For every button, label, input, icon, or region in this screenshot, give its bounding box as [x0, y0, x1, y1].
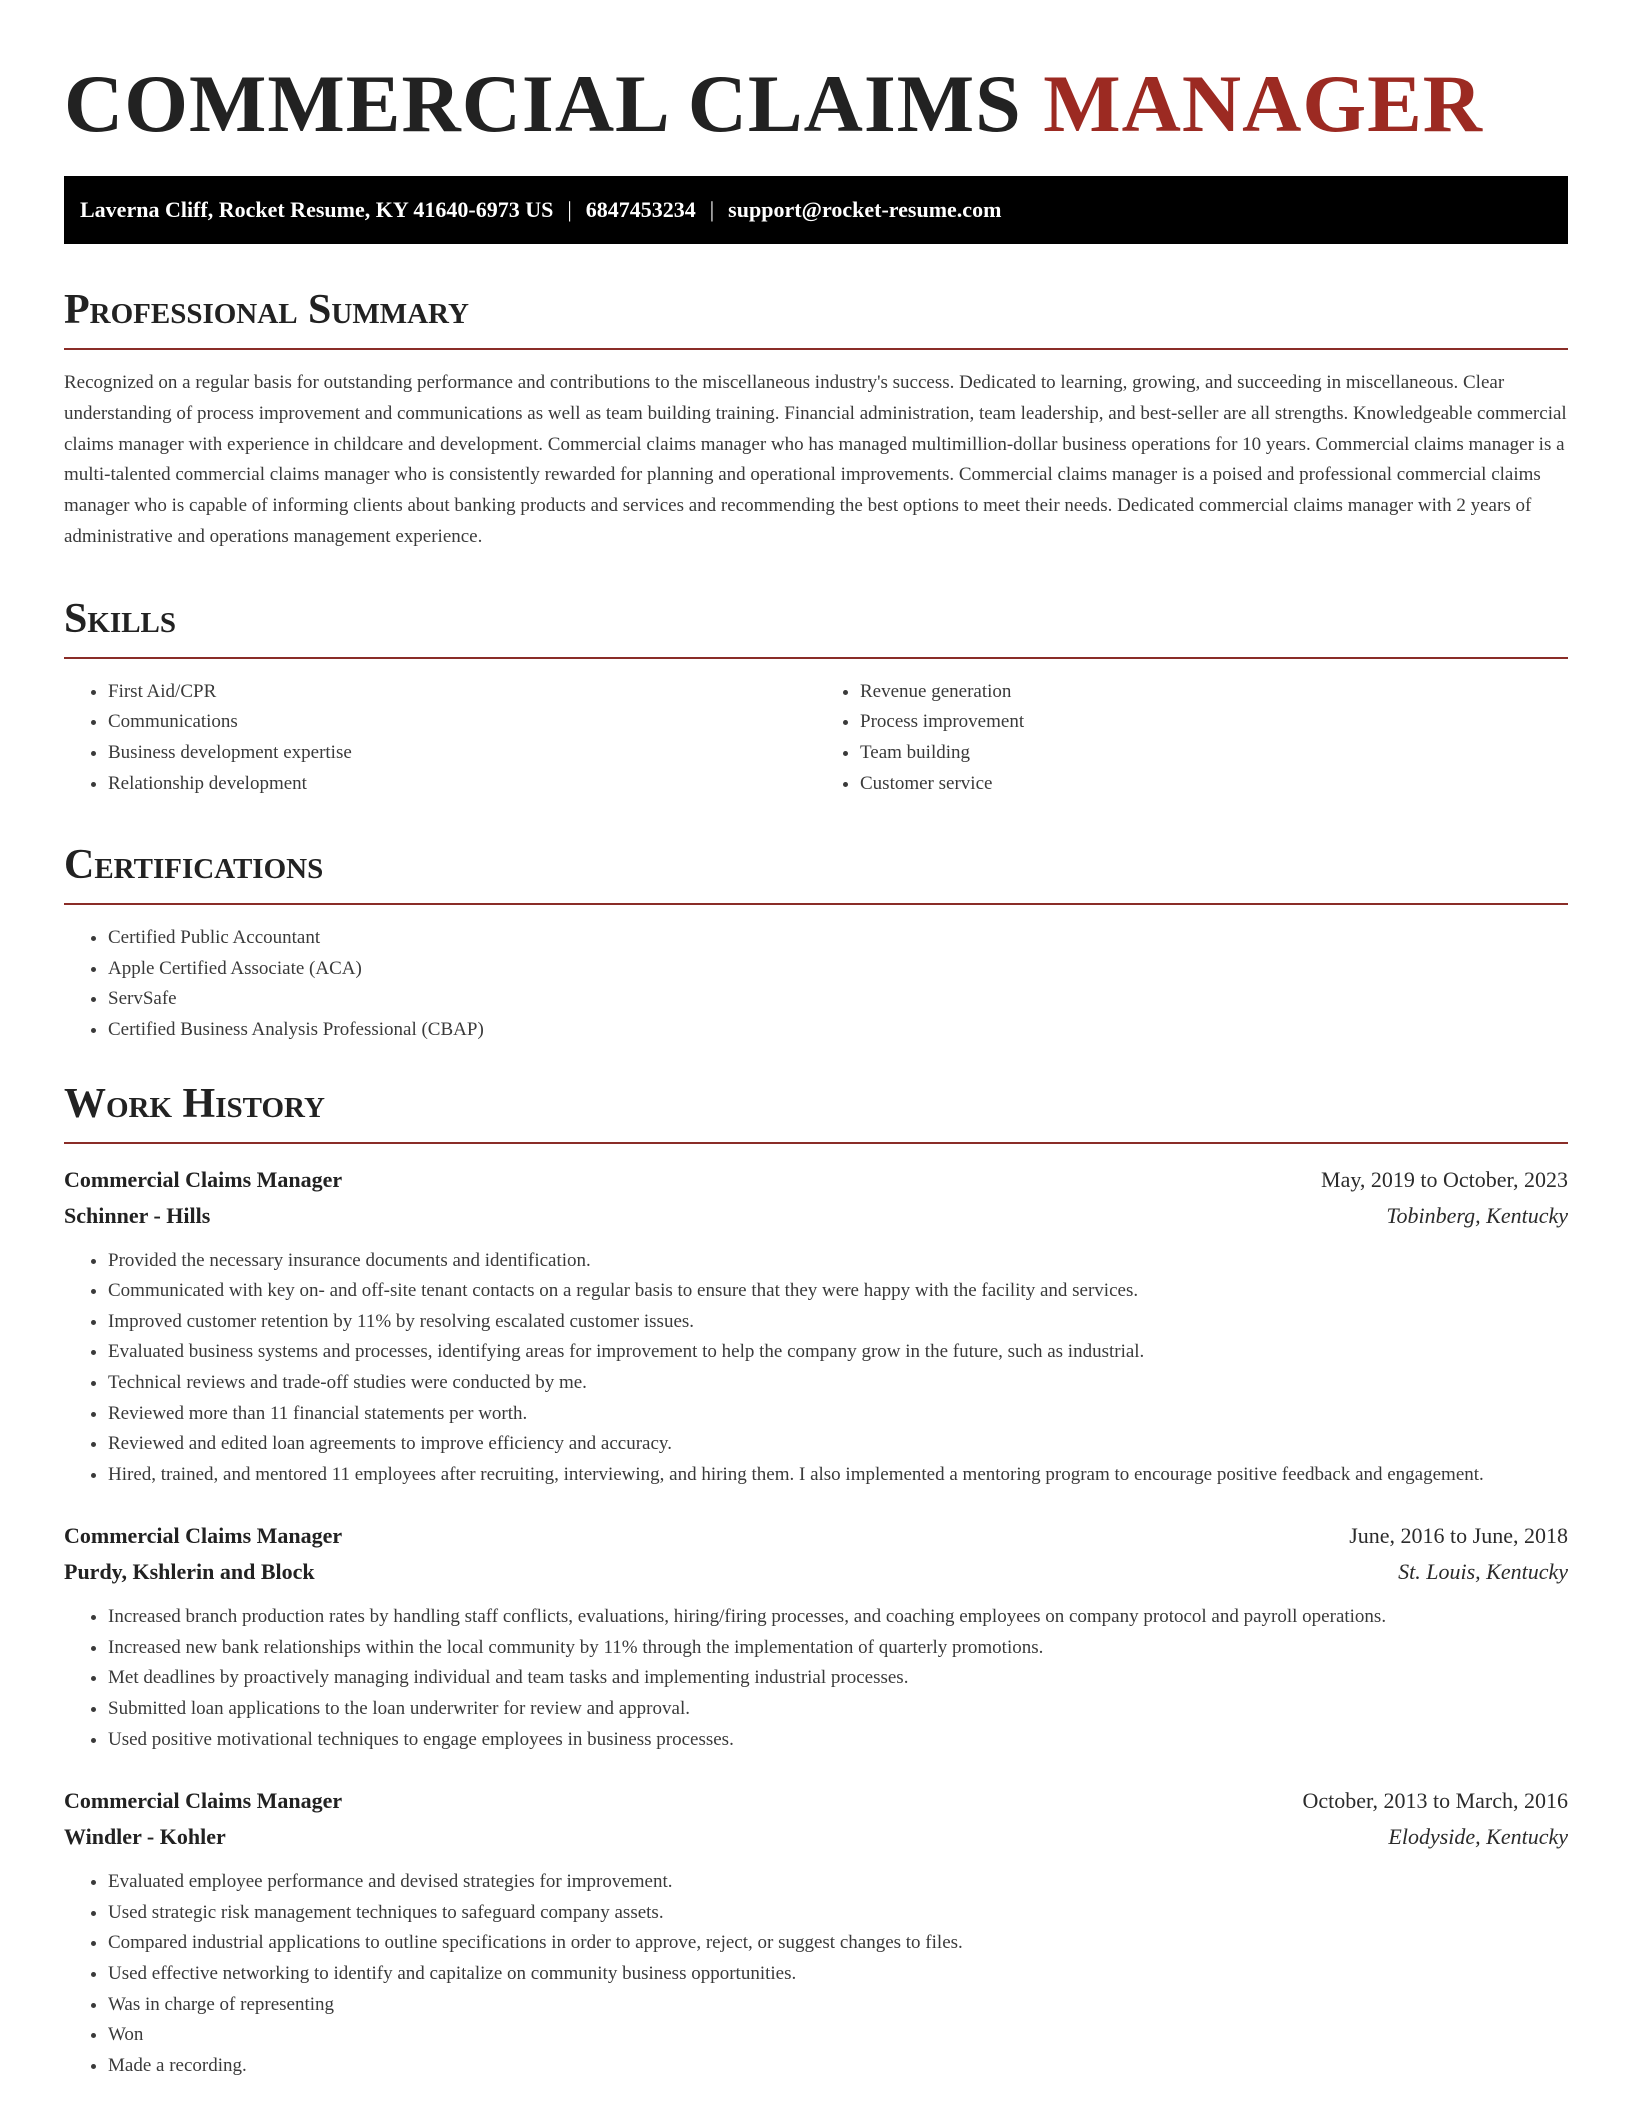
contact-phone: 6847453234	[585, 197, 696, 222]
job-bullet: • Improved customer retention by 11% by resolving escalated customer issues.	[108, 1307, 1568, 1338]
job-title: Commercial Claims Manager	[64, 1166, 343, 1192]
section-heading: Work History	[64, 1080, 325, 1127]
job-entry	[64, 1783, 1568, 2081]
skill-item: • Communications	[108, 707, 816, 738]
job-dates: May, 2019 to October, 2023	[1321, 1166, 1568, 1192]
work-history-section	[64, 1080, 1568, 2082]
contact-bar	[64, 176, 1568, 244]
job-bullet: • Won	[108, 2020, 1568, 2051]
job-bullet: • Made a recording.	[108, 2051, 1568, 2082]
job-company: Schinner - Hills	[64, 1202, 211, 1228]
skill-item: • Revenue generation	[860, 677, 1568, 708]
job-bullet: • Used effective networking to identify and capitalize on community business opportunities.	[108, 1959, 1568, 1990]
job-bullet: • Evaluated business systems and processes, identifying areas for improvement to help the company grow in the future, such as industrial.	[108, 1337, 1568, 1368]
skills-grid	[64, 677, 1568, 799]
job-header-row	[64, 1162, 1568, 1198]
job-entry	[64, 1162, 1568, 1491]
summary-text: Recognized on a regular basis for outstanding performance and contributions to the miscellaneous industry's success. Dedicated to learning, growing, and succeeding in miscellaneous. Clear understanding of process improvement and communications as well as team building training. Financial administration, team leadership, and best-seller are all strengths. Knowledgeable commercial claims manager with experience in childcare and development. Commercial claims manager who has managed multimillion-dollar business operations for 10 years. Commercial claims manager is a multi-talented commercial claims manager who is consistently rewarded for planning and operational improvements. Commercial claims manager is a poised and professional commercial claims manager who is capable of informing clients about banking products and services and recommending the best options to meet their needs. Dedicated commercial claims manager with 2 years of administrative and operations management experience.	[64, 372, 1567, 547]
section-divider	[64, 657, 1568, 659]
job-location: St. Louis, Kentucky	[1398, 1559, 1568, 1585]
job-company-row	[64, 1554, 1568, 1590]
certification-item: • ServSafe	[108, 984, 1568, 1015]
certifications-list	[64, 923, 1568, 1045]
section-divider	[64, 348, 1568, 350]
certification-item: • Certified Business Analysis Professional (CBAP)	[108, 1015, 1568, 1046]
job-bullet: • Was in charge of representing	[108, 1990, 1568, 2021]
job-bullet: • Submitted loan applications to the loan underwriter for review and approval.	[108, 1694, 1568, 1725]
job-bullets	[64, 1246, 1568, 1491]
section-heading: Professional Summary	[64, 287, 469, 333]
skill-item: • Customer service	[860, 769, 1568, 800]
certification-item: • Apple Certified Associate (ACA)	[108, 954, 1568, 985]
job-location: Elodyside, Kentucky	[1388, 1824, 1568, 1850]
job-bullet: • Used strategic risk management techniques to safeguard company assets.	[108, 1898, 1568, 1929]
job-company-row	[64, 1198, 1568, 1234]
job-bullet: • Provided the necessary insurance documents and identification.	[108, 1246, 1568, 1277]
job-bullet: • Used positive motivational techniques to engage employees in business processes.	[108, 1725, 1568, 1756]
section-divider	[64, 903, 1568, 905]
job-bullet: • Evaluated employee performance and devised strategies for improvement.	[108, 1867, 1568, 1898]
job-bullet: • Increased branch production rates by handling staff conflicts, evaluations, hiring/firing processes, and coaching employees on company protocol and payroll operations.	[108, 1602, 1568, 1633]
job-bullet: • Met deadlines by proactively managing individual and team tasks and implementing industrial processes.	[108, 1663, 1568, 1694]
job-company: Purdy, Kshlerin and Block	[64, 1559, 315, 1585]
skill-item: • Business development expertise	[108, 738, 816, 769]
job-title: Commercial Claims Manager	[64, 1788, 343, 1814]
skill-item: • Team building	[860, 738, 1568, 769]
summary-section	[64, 286, 1568, 553]
job-header-row	[64, 1518, 1568, 1554]
skill-item: • Process improvement	[860, 707, 1568, 738]
job-bullet: • Technical reviews and trade-off studies were conducted by me.	[108, 1368, 1568, 1399]
contact-separator: |	[567, 197, 572, 222]
skills-section	[64, 595, 1568, 799]
contact-separator: |	[709, 197, 715, 222]
job-bullets	[64, 1602, 1568, 1755]
job-company-row	[64, 1819, 1568, 1855]
skills-list-left	[64, 677, 816, 799]
job-entry	[64, 1518, 1568, 1755]
title-main: COMMERCIAL CLAIMS	[64, 58, 1022, 149]
title-accent: MANAGER	[1043, 58, 1484, 149]
job-bullet: • Compared industrial applications to outline specifications in order to approve, reject, or suggest changes to files.	[108, 1928, 1568, 1959]
job-bullet: • Communicated with key on- and off-site tenant contacts on a regular basis to ensure that they were happy with the facility and services.	[108, 1276, 1568, 1307]
job-dates: June, 2016 to June, 2018	[1349, 1523, 1568, 1549]
job-bullet: • Reviewed and edited loan agreements to improve efficiency and accuracy.	[108, 1429, 1568, 1460]
job-location: Tobinberg, Kentucky	[1386, 1202, 1568, 1228]
skills-list-right	[816, 677, 1568, 799]
job-title: Commercial Claims Manager	[64, 1523, 343, 1549]
contact-address: Laverna Cliff, Rocket Resume, KY 41640-6973 US	[80, 197, 554, 222]
skill-item: • Relationship development	[108, 769, 816, 800]
job-bullet: • Hired, trained, and mentored 11 employees after recruiting, interviewing, and hiring them. I also implemented a mentoring program to encourage positive feedback and engagement.	[108, 1460, 1568, 1491]
certifications-section	[64, 841, 1568, 1045]
certification-item: • Certified Public Accountant	[108, 923, 1568, 954]
job-dates: October, 2013 to March, 2016	[1302, 1788, 1568, 1814]
section-divider	[64, 1142, 1568, 1144]
resume-title	[64, 56, 1568, 152]
job-header-row	[64, 1783, 1568, 1819]
skill-item: • First Aid/CPR	[108, 677, 816, 708]
section-heading: Skills	[64, 595, 177, 642]
job-bullet: • Reviewed more than 11 financial statements per worth.	[108, 1399, 1568, 1430]
section-heading: Certifications	[64, 842, 324, 889]
job-bullets	[64, 1867, 1568, 2081]
contact-email: support@rocket-resume.com	[728, 197, 1002, 222]
job-company: Windler - Kohler	[64, 1824, 226, 1850]
job-bullet: • Increased new bank relationships within the local community by 11% through the implementation of quarterly promotions.	[108, 1633, 1568, 1664]
